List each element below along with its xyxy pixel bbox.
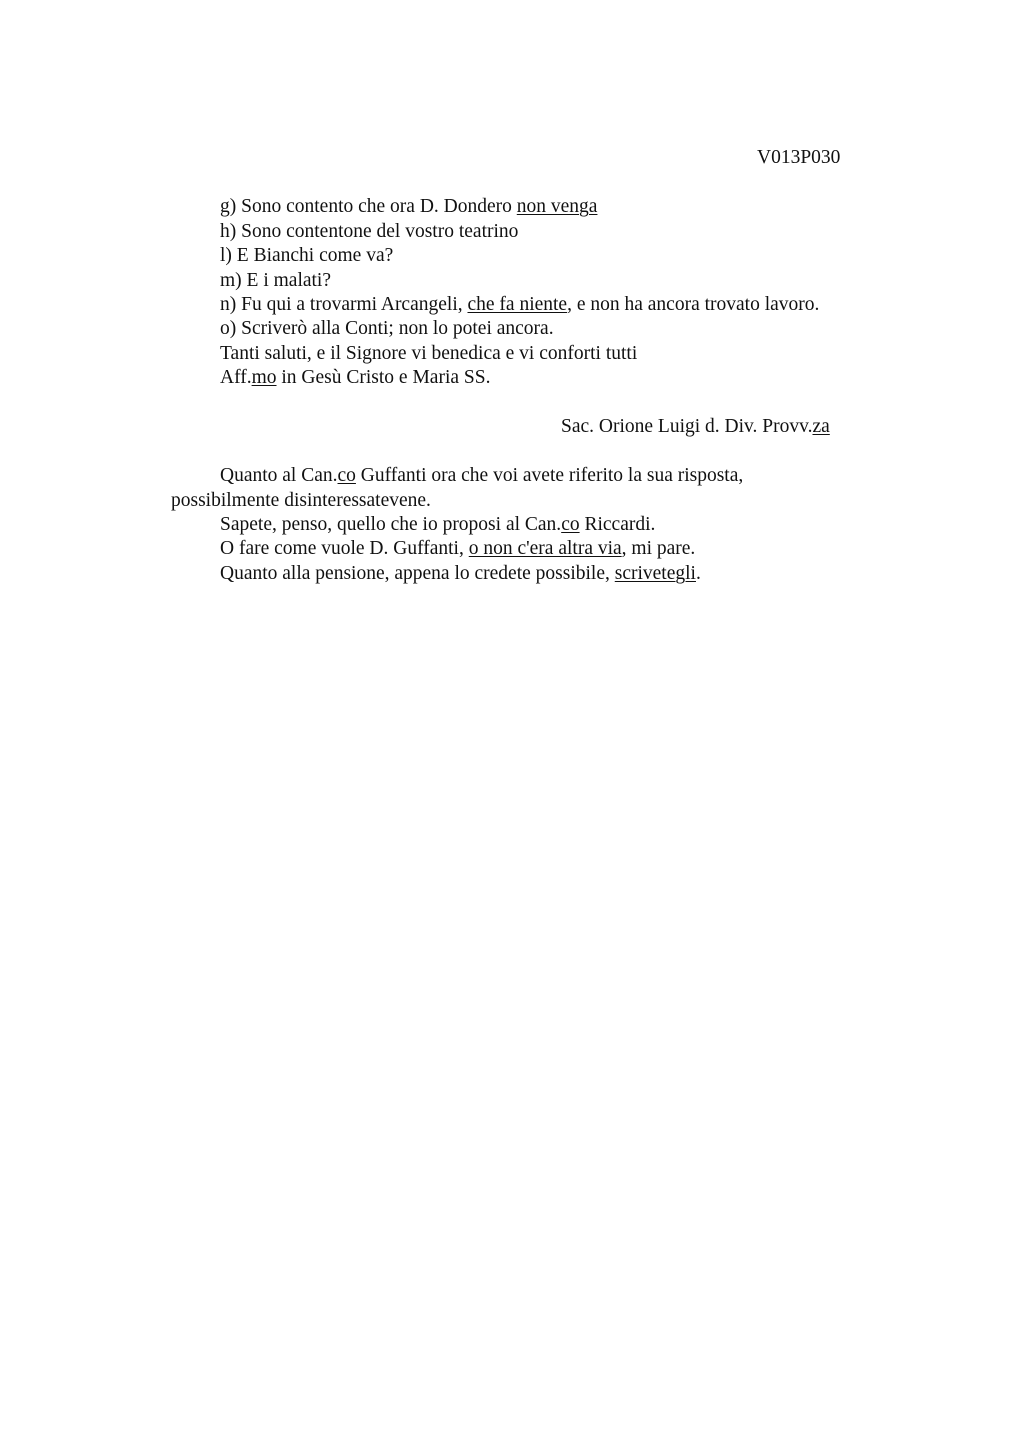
document-id: V013P030 [757,147,841,168]
postscript-line-1: Quanto al Can.co Guffanti ora che voi avete riferito la sua risposta, [220,465,744,486]
underlined-text: mo [251,367,277,388]
postscript-line-3: Sapete, penso, quello che io proposi al Can.co Riccardi. [220,514,656,535]
list-item-l: l) E Bianchi come va? [220,245,394,266]
underlined-text: o non c'era altra via [468,538,622,559]
postscript-line-2: possibilmente disinteressatevene. [171,490,431,511]
underlined-text: scrivetegli [614,563,696,584]
postscript-line-4: O fare come vuole D. Guffanti, o non c'era altra via, mi pare. [220,538,696,559]
list-item-m: m) E i malati? [220,270,332,291]
underlined-text: che fa niente [467,294,568,315]
signature: Sac. Orione Luigi d. Div. Provv.za [561,416,830,437]
list-item-h: h) Sono contentone del vostro teatrino [220,221,519,242]
closing: Aff.mo in Gesù Cristo e Maria SS. [220,367,491,388]
list-item-n: n) Fu qui a trovarmi Arcangeli, che fa niente, e non ha ancora trovato lavoro. [220,294,820,315]
postscript-line-5: Quanto alla pensione, appena lo credete possibile, scrivetegli. [220,563,701,584]
underlined-text: non venga [516,196,598,217]
underlined-text: za [812,416,830,437]
underlined-text: co [561,514,580,535]
list-item-o: o) Scriverò alla Conti; non lo potei ancora. [220,318,554,339]
list-item-g: g) Sono contento che ora D. Dondero non venga [220,196,598,217]
greeting: Tanti saluti, e il Signore vi benedica e vi conforti tutti [220,343,638,364]
underlined-text: co [337,465,356,486]
